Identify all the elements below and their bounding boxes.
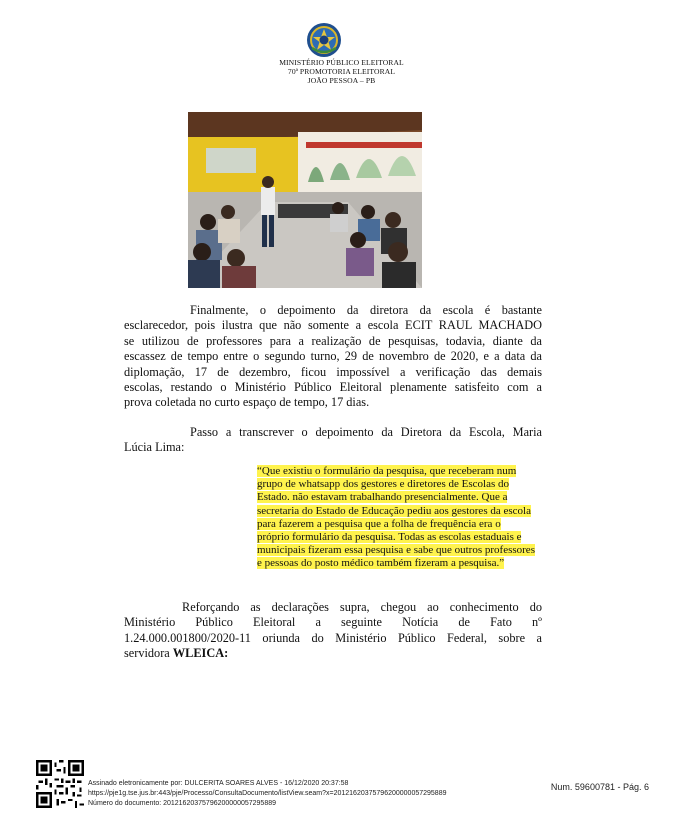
- footer-document-number: Número do documento: 20121620375796200000057295889: [88, 800, 276, 807]
- quote-line: “Que existiu o formulário da pesquisa, que receberam num: [257, 465, 517, 477]
- quote-line: municipais fizeram essa pesquisa e sabe que outros professores: [257, 544, 535, 557]
- paragraph-3-last-line: [124, 646, 542, 661]
- header-line-1: MINISTÉRIO PÚBLICO ELEITORAL: [279, 58, 404, 67]
- paragraph-1-line: Finalmente, o depoimento da diretora da escola é bastante: [190, 303, 542, 317]
- header-line-2: 70ª PROMOTORIA ELEITORAL: [287, 67, 396, 76]
- paragraph-3-text: servidora: [124, 646, 173, 661]
- quote-line: secretaria do Estado de Educação pediu aos gestores da escola: [257, 504, 531, 517]
- footer-signed-by: Assinado eletronicamente por: DULCERITA SOARES ALVES - 16/12/2020 20:37:58: [88, 780, 349, 787]
- quote-line: Estado. não estavam trabalhando presencialmente. Que a: [257, 491, 508, 504]
- paragraph-2-line: Lúcia Lima:: [124, 440, 185, 455]
- page-reference: Num. 59600781 - Pág. 6: [550, 782, 649, 792]
- paragraph-3: [124, 600, 542, 662]
- footer-url[interactable]: https://pje1g.tse.jus.br:443/pje/Processo/ConsultaDocumento/listView.seam?x=20121620375796200000057295889: [88, 790, 447, 797]
- paragraph-1-line: escassez de tempo entre o segundo turno, 29 de novembro de 2020, e a data da: [124, 349, 542, 364]
- paragraph-3-line: Reforçando as declarações supra, chegou ao conhecimento do: [182, 600, 542, 614]
- paragraph-1: [124, 303, 542, 411]
- quote-line: grupo de whatsapp dos gestores e diretores de Escolas do: [257, 478, 510, 491]
- highlighted-quote: [257, 465, 541, 571]
- quote-line: para fazerem a pesquisa que a folha de frequência era o: [257, 517, 501, 530]
- paragraph-2: [124, 425, 542, 456]
- meeting-room-photo: [188, 112, 422, 288]
- paragraph-1-line: diplomação, 17 de dezembro, ficou impossível a verificação das demais: [124, 364, 542, 379]
- qr-code-icon: [36, 760, 84, 808]
- quote-line: próprio formulário da pesquisa. Todas as escolas estaduais e: [257, 531, 522, 544]
- header-line-3: JOÃO PESSOA – PB: [307, 76, 376, 85]
- server-name: WLEICA:: [172, 646, 229, 661]
- paragraph-2-line: Passo a transcrever o depoimento da Diretora da Escola, Maria: [190, 425, 542, 439]
- paragraph-1-line: escolas, restando o Ministério Público Eleitoral plenamente satisfeito com a: [124, 380, 542, 395]
- paragraph-3-line: 1.24.000.001800/2020-11 oriunda do Ministério Público Federal, sobre a: [124, 630, 542, 645]
- republic-seal-icon: [306, 22, 342, 58]
- paragraph-1-line: se utilizou de professores para a realização de pesquisas, todavia, diante da: [124, 333, 542, 348]
- paragraph-1-line: esclarecedor, pois ilustra que não somente a escola ECIT RAUL MACHADO: [124, 318, 542, 333]
- quote-line: e pessoas do posto médico também fizeram a pesquisa.”: [257, 557, 505, 570]
- paragraph-3-line: Ministério Público Eleitoral a seguinte Notícia de Fato nº: [124, 615, 542, 630]
- paragraph-1-line: prova coletada no curto espaço de tempo, 17 dias.: [124, 395, 370, 410]
